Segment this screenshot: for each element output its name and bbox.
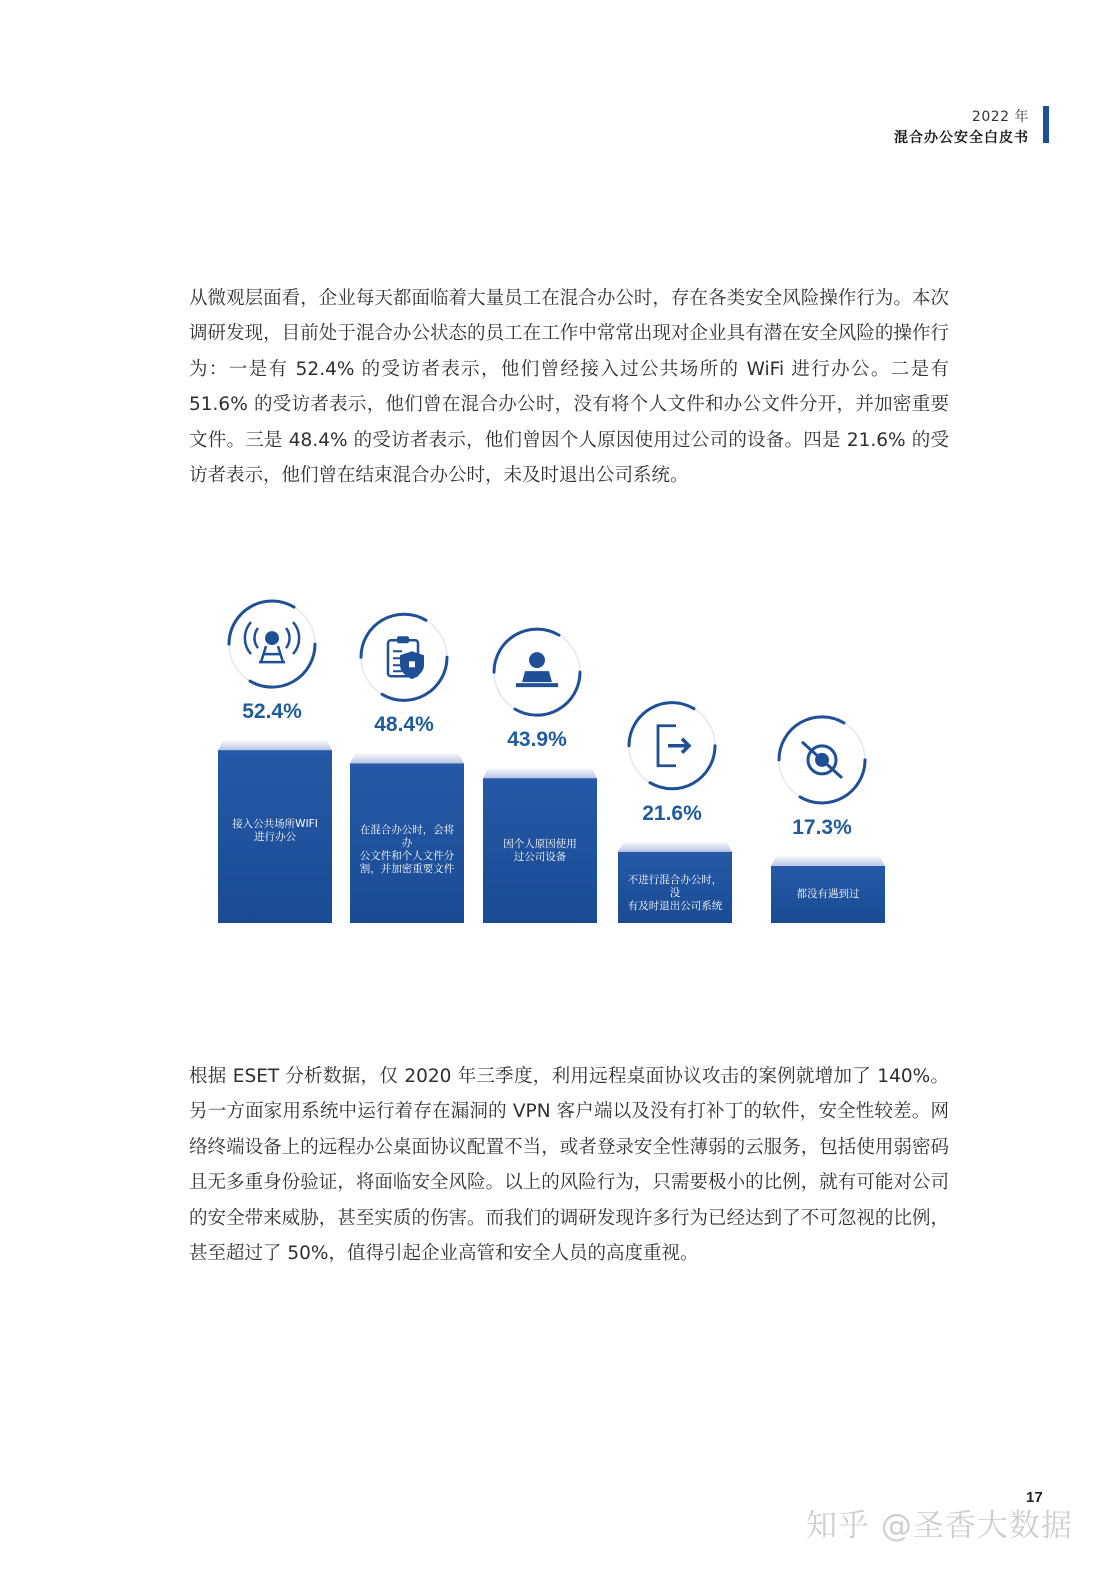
chart-category-label-line: 接入公共场所WIFI [232,817,318,830]
chart-category-label-line: 因个人原因使用 [503,837,577,850]
person-laptop-icon [494,629,580,715]
chart-value-label: 48.4% [374,713,434,737]
chart-bar-cap [771,855,885,866]
chart-category-label-line: 在混合办公时，会将办 [359,823,455,849]
chart-category-label [625,874,725,913]
chart-category-label-line: 都没有遇到过 [796,887,860,900]
chart-category-label-line: 过公司设备 [513,850,567,863]
clipboard-shield-icon [361,614,447,700]
chart-category-label-line: 进行办公 [254,830,296,843]
header-accent-bar [1043,106,1049,143]
chart-bar-cap [483,767,597,778]
chart-category-label [778,888,878,901]
paragraph-eset: 根据 ESET 分析数据，仅 2020 年三季度，利用远程桌面协议攻击的案例就增加了 140%。另一方面家用系统中运行着存在漏洞的 VPN 客户端以及没有打补丁的软件，安全性较差。网络终端设备上的远程办公桌面协议配置不当，或者登录安全性薄弱的云服务，包括使用弱密码且无多重身份验证，将面临安全风险。以上的风险行为，只需要极小的比例，就有可能对公司的安全带来威胁，甚至实质的伤害。而我们的调研发现许多行为已经达到了不可忽视的比例，甚至超过了 50%，值得引起企业高管和安全人员的高度重视。 [189,1065,949,1264]
chart-category-label [225,818,325,844]
chart-value-label: 21.6% [642,801,702,825]
page-number: 17 [1026,1489,1043,1506]
chart-bar-cap [218,739,332,750]
chart-bar-cap [618,841,732,852]
chart-category-label-line: 公文件和个人文件分 [359,849,455,862]
header-title: 混合办公安全白皮书 [894,130,1029,146]
header [894,107,1029,149]
chart-category-label [490,838,590,864]
logout-door-icon [629,703,715,789]
chart-value-label: 43.9% [507,728,567,752]
wifi-tower-icon [229,601,315,687]
chart-value-label: 17.3% [792,815,852,839]
survey-bar-chart [0,560,1109,960]
chart-value-label: 52.4% [242,700,302,724]
wifi-dot [265,631,279,645]
chart-category-label-line: 有及时退出公司系统 [627,900,723,913]
chart-category-label-line: 不进行混合办公时，没 [627,874,723,900]
paragraph-intro: 从微观层面看，企业每天都面临着大量员工在混合办公时，存在各类安全风险操作行为。本次调研发现，目前处于混合办公状态的员工在工作中常常出现对企业具有潜在安全风险的操作行为：一是有 52.4% 的受访者表示，他们曾经接入过公共场所的 WiFi 进行办公。二是有 51.6% 的受访者表示，他们曾在混合办公时，没有将个人文件和办公文件分开，并加密重要文件。三是 48.4% 的受访者表示，他们曾因个人原因使用过公司的设备。四是 21.6% 的受访者表示，他们曾在结束混合办公时，未及时退出公司系统。 [189,287,949,486]
chart-category-label [357,824,457,876]
header-year: 2022 年 [971,109,1029,125]
watermark: 知乎 @圣香大数据 [806,1508,1073,1544]
no-eye-icon [779,717,865,803]
chart-bar-cap [350,752,464,763]
chart-category-label-line: 割，并加密重要文件 [359,862,455,875]
